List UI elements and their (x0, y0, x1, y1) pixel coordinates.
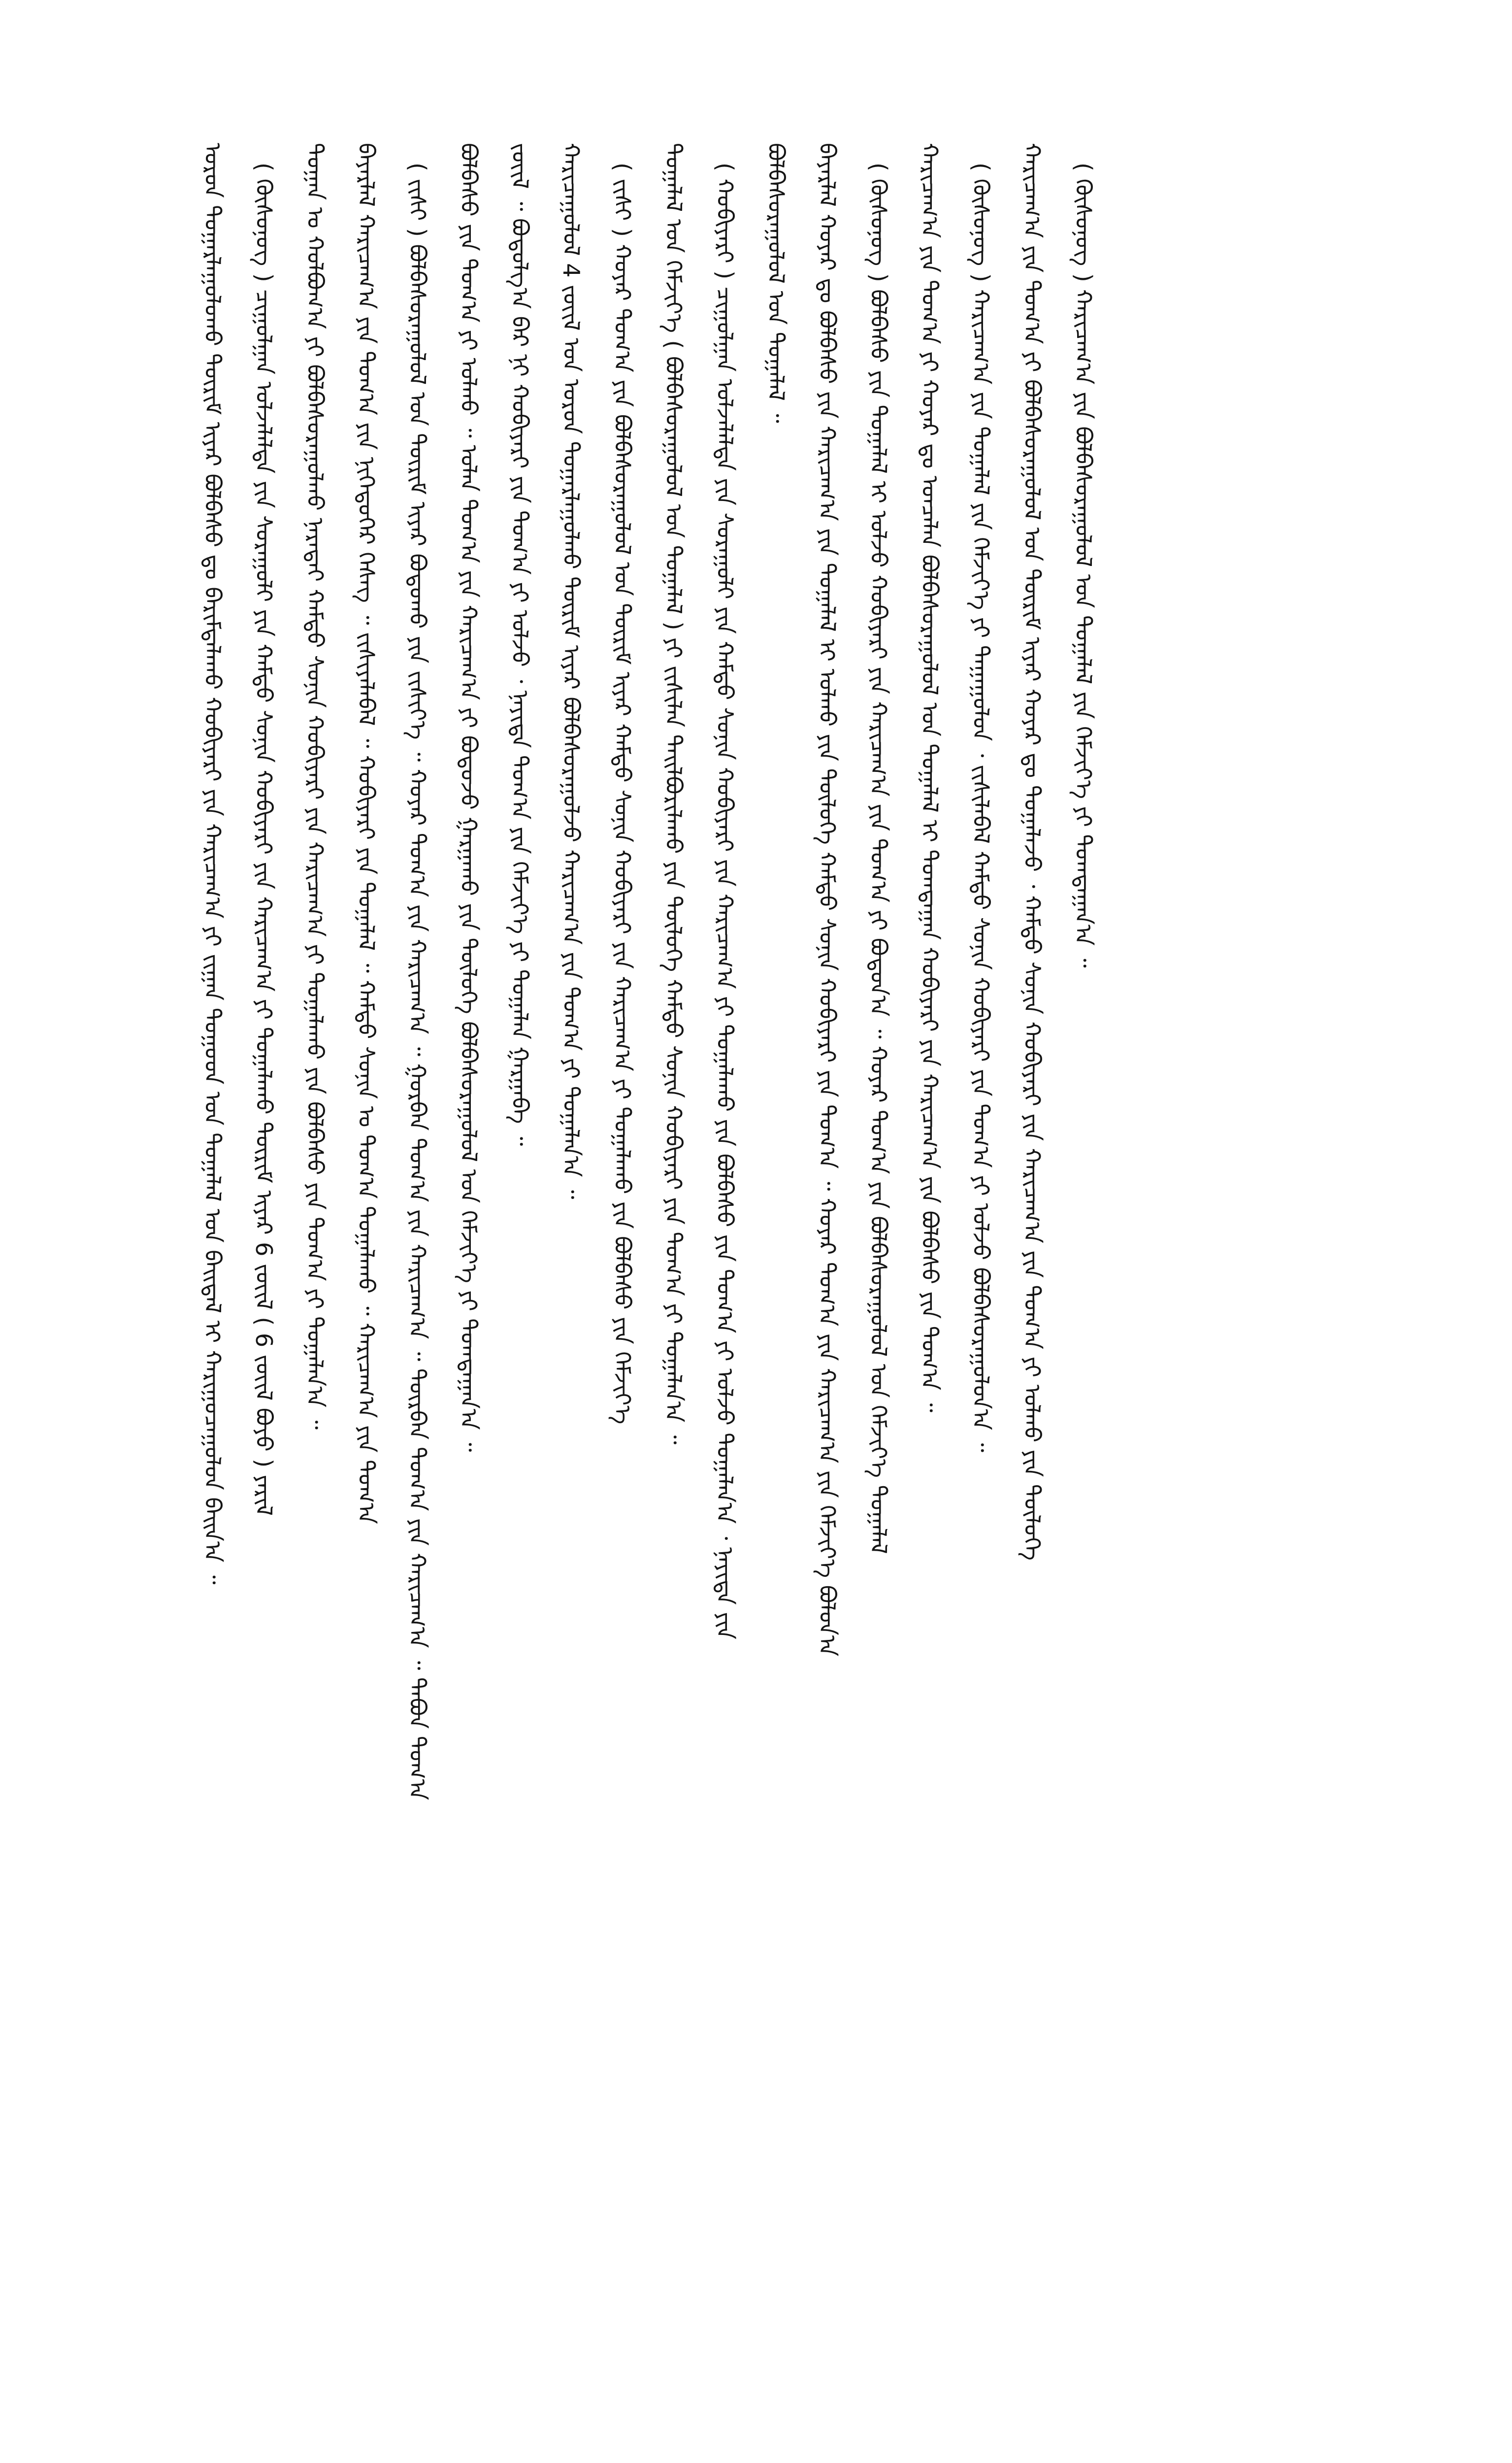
text-line: ᠬᠠᠷᠢᠴᠠᠭᠤᠯᠤᠯ 4 ᠵᠦᠢᠯ ᠤᠨ ᠣᠷᠣᠨ ᠳᠤᠭᠠᠷᠯᠠᠭᠤᠯᠬᠤ ᠳᠦᠷᠢᠮ ᠢᠶᠠᠷ ᠪᠣᠯᠪᠠᠰᠤᠷᠠᠭᠤᠯᠵᠤ ᠬᠠᠷᠢᠴᠠᠭ᠎ᠠ ᠶᠢᠨ ᠲᠣᠭ᠎ᠠ ᠶᠢ ᠲᠣᠭᠠᠯᠠᠨ᠎ᠠ ᠃ (558, 143, 585, 1199)
text-line: ( ᠵᠢᠱᠢ ) ᠪᠣᠯᠪᠠᠰᠤᠷᠠᠭᠤᠯᠤᠯ ᠤᠨ ᠳᠦᠷᠢᠮ ᠢᠶᠠᠷ ᠪᠣᠳᠤᠬᠤ ᠶᠢᠨ ᠵᠢᠱᠢᠶ᠎ᠡ ᠃ ᠬᠣᠶᠠᠷ ᠲᠣᠭ᠎ᠠ ᠶᠢᠨ ᠬᠠᠷᠢᠴᠠᠭ᠎ᠠ ᠃ ᠭᠤᠷᠪᠠᠨ ᠲᠣᠭ᠎ᠠ ᠶᠢᠨ ᠬᠠᠷᠢᠴᠠᠭ᠎ᠠ ᠃ ᠳᠥᠷᠪᠡᠨ ᠲᠣᠭ᠎ᠠ ᠶᠢᠨ ᠬᠠᠷᠢᠴᠠᠭ᠎ᠠ ᠃ ᠲᠠᠪᠤᠨ ᠲᠣᠭ᠎ᠠ (404, 163, 431, 1800)
text-line: ( ᠬᠦᠰᠦᠨᠦᠭ ) ᠪᠣᠯᠪᠠᠰᠤ ᠶᠢᠨ ᠲᠣᠭᠠᠯᠠᠯ ᠢ ᠣᠯᠵᠤ ᠬᠤᠪᠢᠶᠠᠷᠢ ᠶᠢᠨ ᠬᠠᠷᠢᠴᠠᠭ᠎ᠠ ᠶᠢᠨ ᠲᠣᠭ᠎ᠠ ᠶᠢ ᠪᠣᠳᠤᠨ᠎ᠠ ᠃ ᠬᠣᠶᠠᠷ ᠲᠣᠭ᠎ᠠ ᠶᠢᠨ ᠪᠣᠯᠪᠠᠰᠤᠷᠠᠭᠤᠯᠤᠯ ᠤᠨ ᠬᠡᠮᠵᠢᠶ᠎ᠡ ᠲᠣᠭᠠᠯᠠᠯ (865, 163, 892, 1554)
text-line: ᠣᠷᠣᠨ ᠳᠤᠭᠠᠷᠯᠠᠭᠤᠯᠤᠬᠤ ᠳᠦᠷᠢᠮ ᠢᠶᠠᠷ ᠪᠣᠯᠪᠠᠰᠤ ᠳᠤ ᠪᠠᠷᠢᠮᠲᠠᠯᠠᠬᠤ ᠬᠤᠪᠢᠶᠠᠷᠢ ᠶᠢᠨ ᠬᠠᠷᠢᠴᠠᠭ᠎ᠠ ᠶᠢ ᠵᠢᠭᠠᠨ ᠲᠣᠭᠤᠳ ᠤᠨ ᠲᠣᠭᠠᠯᠠᠯ ᠤᠨ ᠪᠠᠢᠳᠠᠯ ᠢ ᠬᠠᠷᠢᠭᠤᠴᠠᠭᠤᠯᠤᠨ ᠪᠠᠢᠨ᠎ᠠ ᠃ (199, 143, 226, 1585)
text-line: ᠵᠦᠢᠯ ᠃ ᠪᠣᠳᠤᠯᠭ᠎ᠠ ᠪᠠᠷ ᠨᠢ ᠬᠤᠪᠢᠶᠠᠷᠢ ᠶᠢᠨ ᠲᠣᠭ᠎ᠠ ᠶᠢ ᠣᠯᠵᠤ ᠂ ᠨᠡᠶᠢᠲᠡ ᠲᠣᠭ᠎ᠠ ᠶᠢᠨ ᠬᠡᠮᠵᠢᠶ᠎ᠡ ᠶᠢ ᠲᠣᠭᠠᠯᠠᠨ ᠭᠠᠷᠭᠠᠪᠠ ᠃ (507, 143, 533, 1146)
text-line: ( ᠬᠤᠪᠢᠶᠠᠷᠢ ) ᠴᠢᠭᠤᠯᠭᠠᠨ ᠣᠯᠵᠠᠯᠠᠯᠲᠠ ᠶᠢᠨ ᠰᠤᠷᠠᠭᠤᠯᠢ ᠶᠢᠨ ᠬᠠᠮᠲᠤ ᠰᠣᠨᠢᠨ ᠬᠤᠪᠢᠶᠠᠷᠢ ᠶᠢᠨ ᠬᠠᠷᠢᠴᠠᠭ᠎ᠠ ᠶᠢ ᠲᠣᠭᠠᠯᠠᠬᠤ ᠶᠢᠨ ᠪᠣᠯᠪᠠᠰᠤ ᠶᠢᠨ ᠲᠣᠭ᠎ᠠ ᠶᠢ ᠣᠯᠵᠤ ᠲᠣᠭᠠᠯᠠᠨ᠎ᠠ ᠂ ᠨᠡᠶᠢᠲᠡ ᠶᠢᠨ (712, 163, 738, 1640)
text-line: ᠪᠣᠯᠪᠠᠰᠤ ᠶᠢᠨ ᠲᠣᠭ᠎ᠠ ᠶᠢ ᠣᠯᠬᠤ ᠃ ᠣᠯᠠᠨ ᠲᠣᠭ᠎ᠠ ᠶᠢᠨ ᠬᠠᠷᠢᠴᠠᠭ᠎ᠠ ᠶᠢ ᠪᠣᠳᠤᠵᠤ ᠭᠠᠷᠭᠠᠬᠤ ᠶᠢᠨ ᠲᠥᠯᠥᠭᠡ ᠪᠣᠯᠪᠠᠰᠤᠷᠠᠭᠤᠯᠤᠯ ᠤᠨ ᠬᠡᠮᠵᠢᠶ᠎ᠡ ᠶᠢ ᠲᠣᠭᠲᠠᠭᠠᠨ᠎ᠠ ᠃ (456, 143, 482, 1452)
text-line: ( ᠬᠦᠰᠦᠨᠦᠭ ) ᠬᠠᠷᠢᠴᠠᠭ᠎ᠠ ᠶᠢᠨ ᠲᠣᠭᠠᠯᠠᠯ ᠶᠢᠨ ᠬᠡᠮᠵᠢᠶ᠎ᠡ ᠶᠢ ᠳᠠᠭᠠᠭᠤᠯᠤᠨ ᠂ ᠵᠢᠱᠢᠯᠡᠪᠡᠯ ᠬᠠᠮᠲᠤ ᠰᠣᠨᠢᠨ ᠬᠤᠪᠢᠶᠠᠷᠢ ᠶᠢᠨ ᠲᠣᠭ᠎ᠠ ᠶᠢ ᠣᠯᠵᠤ ᠪᠣᠯᠪᠠᠰᠤᠷᠠᠭᠤᠯᠤᠨ᠎ᠠ ᠃ (968, 163, 994, 1453)
text-line: ( ᠬᠦᠰᠦᠨᠦᠭ ) ᠴᠢᠭᠤᠯᠭᠠᠨ ᠣᠯᠵᠠᠯᠠᠯᠲᠠ ᠶᠢᠨ ᠰᠤᠷᠠᠭᠤᠯᠢ ᠶᠢᠨ ᠬᠠᠮᠲᠤ ᠰᠣᠨᠢᠨ ᠬᠤᠪᠢᠶᠠᠷᠢ ᠶᠢᠨ ᠬᠠᠷᠢᠴᠠᠭ᠎ᠠ ᠶᠢ ᠲᠣᠭᠠᠯᠠᠬᠤ ᠳᠦᠷᠢᠮ ᠢᠶᠠᠷ 6 ᠵᠦᠢᠯ ( 6 ᠵᠦᠢᠯ ᠪᠤᠶᠤ ) ᠶᠠᠷᠢᠯ (251, 163, 277, 1516)
text-line: ᠪᠠᠶᠠᠷᠯᠠᠯ ᠬᠣᠶᠠᠷ ᠳᠤ ᠪᠣᠯᠪᠠᠰᠤ ᠶᠢᠨ ᠬᠠᠷᠢᠴᠠᠭ᠎ᠠ ᠶᠢᠨ ᠲᠣᠭᠠᠯᠠᠯ ᠢ ᠣᠯᠬᠤ ᠶᠢᠨ ᠲᠥᠯᠥᠭᠡ ᠬᠠᠮᠲᠤ ᠰᠣᠨᠢᠨ ᠬᠤᠪᠢᠶᠠᠷᠢ ᠶᠢᠨ ᠲᠣᠭ᠎ᠠ ᠃ ᠬᠣᠶᠠᠷ ᠲᠣᠭ᠎ᠠ ᠶᠢᠨ ᠬᠠᠷᠢᠴᠠᠭ᠎ᠠ ᠶᠢᠨ ᠬᠡᠮᠵᠢᠶ᠎ᠡ ᠪᠣᠯᠣᠨ᠎ᠠ (814, 143, 841, 1657)
text-line: ᠲᠣᠭᠠᠨ ᠤ ᠬᠣᠯᠪᠣᠭ᠎ᠠ ᠶᠢ ᠪᠣᠯᠪᠠᠰᠤᠷᠠᠭᠤᠯᠬᠤ ᠨᠡᠷᠡᠲᠡᠢ ᠬᠠᠮᠲᠤ ᠰᠣᠨᠢᠨ ᠬᠤᠪᠢᠶᠠᠷᠢ ᠶᠢᠨ ᠬᠠᠷᠢᠴᠠᠭ᠎ᠠ ᠶᠢ ᠲᠣᠭᠠᠯᠠᠬᠤ ᠶᠢᠨ ᠪᠣᠯᠪᠠᠰᠤ ᠶᠢᠨ ᠲᠣᠭ᠎ᠠ ᠶᠢ ᠲᠣᠭᠠᠯᠠᠨ᠎ᠠ ᠃ (302, 143, 329, 1430)
text-line: ᠲᠣᠭᠠᠯᠠᠯ ᠤᠨ ᠬᠡᠮᠵᠢᠶ᠎ᠡ ( ᠪᠣᠯᠪᠠᠰᠤᠷᠠᠭᠤᠯᠤᠯ ᠤᠨ ᠲᠣᠭᠠᠯᠠᠯ ) ᠶᠢ ᠵᠢᠱᠢᠯᠡᠨ ᠲᠠᠢᠯᠪᠤᠷᠢᠯᠠᠬᠤ ᠶᠢᠨ ᠲᠥᠯᠥᠭᠡ ᠬᠠᠮᠲᠤ ᠰᠣᠨᠢᠨ ᠬᠤᠪᠢᠶᠠᠷᠢ ᠶᠢᠨ ᠲᠣᠭ᠎ᠠ ᠶᠢ ᠲᠣᠭᠠᠯᠠᠨ᠎ᠠ ᠃ (660, 143, 687, 1445)
text-line: ( ᠬᠦᠰᠦᠨᠦᠭ ) ᠬᠠᠷᠢᠴᠠᠭ᠎ᠠ ᠶᠢᠨ ᠪᠣᠯᠪᠠᠰᠤᠷᠠᠭᠤᠯᠤᠯ ᠤᠨ ᠲᠣᠭᠠᠯᠠᠯ ᠶᠢᠨ ᠬᠡᠮᠵᠢᠶ᠎ᠡ ᠶᠢ ᠲᠣᠭᠲᠠᠭᠠᠨ᠎ᠠ ᠃ (1070, 163, 1097, 968)
text-line: ᠬᠠᠷᠢᠴᠠᠭ᠎ᠠ ᠶᠢᠨ ᠲᠣᠭ᠎ᠠ ᠶᠢ ᠬᠣᠶᠠᠷ ᠳᠤ ᠣᠨᠴᠠᠯᠠᠨ ᠪᠣᠯᠪᠠᠰᠤᠷᠠᠭᠤᠯᠤᠯ ᠤᠨ ᠲᠣᠭᠠᠯᠠᠯ ᠢ ᠲᠣᠭᠲᠠᠭᠠᠨ ᠬᠤᠪᠢᠶᠠᠷᠢ ᠶᠢᠨ ᠬᠠᠷᠢᠴᠠᠭ᠎ᠠ ᠶᠢᠨ ᠪᠣᠯᠪᠠᠰᠤ ᠶᠢᠨ ᠲᠣᠭ᠎ᠠ ᠃ (917, 143, 943, 1413)
mongolian-text-block (187, 143, 1320, 2463)
text-line: ᠬᠠᠷᠢᠴᠠᠭ᠎ᠠ ᠶᠢᠨ ᠲᠣᠭ᠎ᠠ ᠶᠢ ᠪᠣᠯᠪᠠᠰᠤᠷᠠᠭᠤᠯᠤᠯ ᠤᠨ ᠳᠦᠷᠢᠮ ᠢᠶᠠᠷ ᠬᠣᠶᠠᠷ ᠳᠤ ᠲᠣᠭᠠᠯᠠᠵᠤ ᠂ ᠬᠠᠮᠲᠤ ᠰᠣᠨᠢᠨ ᠬᠤᠪᠢᠶᠠᠷᠢ ᠶᠢᠨ ᠬᠠᠷᠢᠴᠠᠭ᠎ᠠ ᠶᠢᠨ ᠲᠣᠭ᠎ᠠ ᠶᠢ ᠣᠯᠬᠤ ᠶᠢᠨ ᠲᠥᠯᠥᠭᠡ (1019, 143, 1046, 1561)
text-line: ( ᠵᠢᠱᠢ ) ᠬᠣᠶᠠᠷ ᠲᠣᠭ᠎ᠠ ᠶᠢᠨ ᠪᠣᠯᠪᠠᠰᠤᠷᠠᠭᠤᠯᠤᠯ ᠤᠨ ᠳᠦᠷᠢᠮ ᠢᠶᠠᠷ ᠬᠠᠮᠲᠤ ᠰᠣᠨᠢᠨ ᠬᠤᠪᠢᠶᠠᠷᠢ ᠶᠢᠨ ᠬᠠᠷᠢᠴᠠᠭ᠎ᠠ ᠶᠢ ᠲᠣᠭᠠᠯᠠᠬᠤ ᠶᠢᠨ ᠪᠣᠯᠪᠠᠰᠤ ᠶᠢᠨ ᠬᠡᠮᠵᠢᠶ᠎ᠡ (609, 163, 636, 1425)
text-line: ᠪᠠᠶᠠᠷᠯᠠᠯ ᠬᠠᠷᠢᠴᠠᠭ᠎ᠠ ᠶᠢᠨ ᠲᠣᠭ᠎ᠠ ᠶᠢᠨ ᠨᠢᠭᠡᠳᠦᠭᠡᠷ ᠬᠡᠰᠡᠭ ᠃ ᠵᠢᠰᠢᠶᠡᠯᠡᠪᠡᠯ ᠃ ᠬᠤᠪᠢᠶᠠᠷᠢ ᠶᠢᠨ ᠲᠣᠭᠠᠯᠠᠯ ᠃ ᠬᠠᠮᠲᠤ ᠰᠣᠨᠢᠨ ᠤ ᠲᠣᠭ᠎ᠠ ᠲᠣᠭᠠᠯᠠᠬᠤ ᠃ ᠬᠠᠷᠢᠴᠠᠭ᠎ᠠ ᠶᠢᠨ ᠲᠣᠭ᠎ᠠ (353, 143, 380, 1524)
text-line: ᠪᠣᠯᠪᠠᠰᠤᠷᠠᠭᠤᠯᠤᠯ ᠤᠨ ᠲᠣᠭᠠᠯᠠᠯ ᠃ (763, 143, 789, 423)
